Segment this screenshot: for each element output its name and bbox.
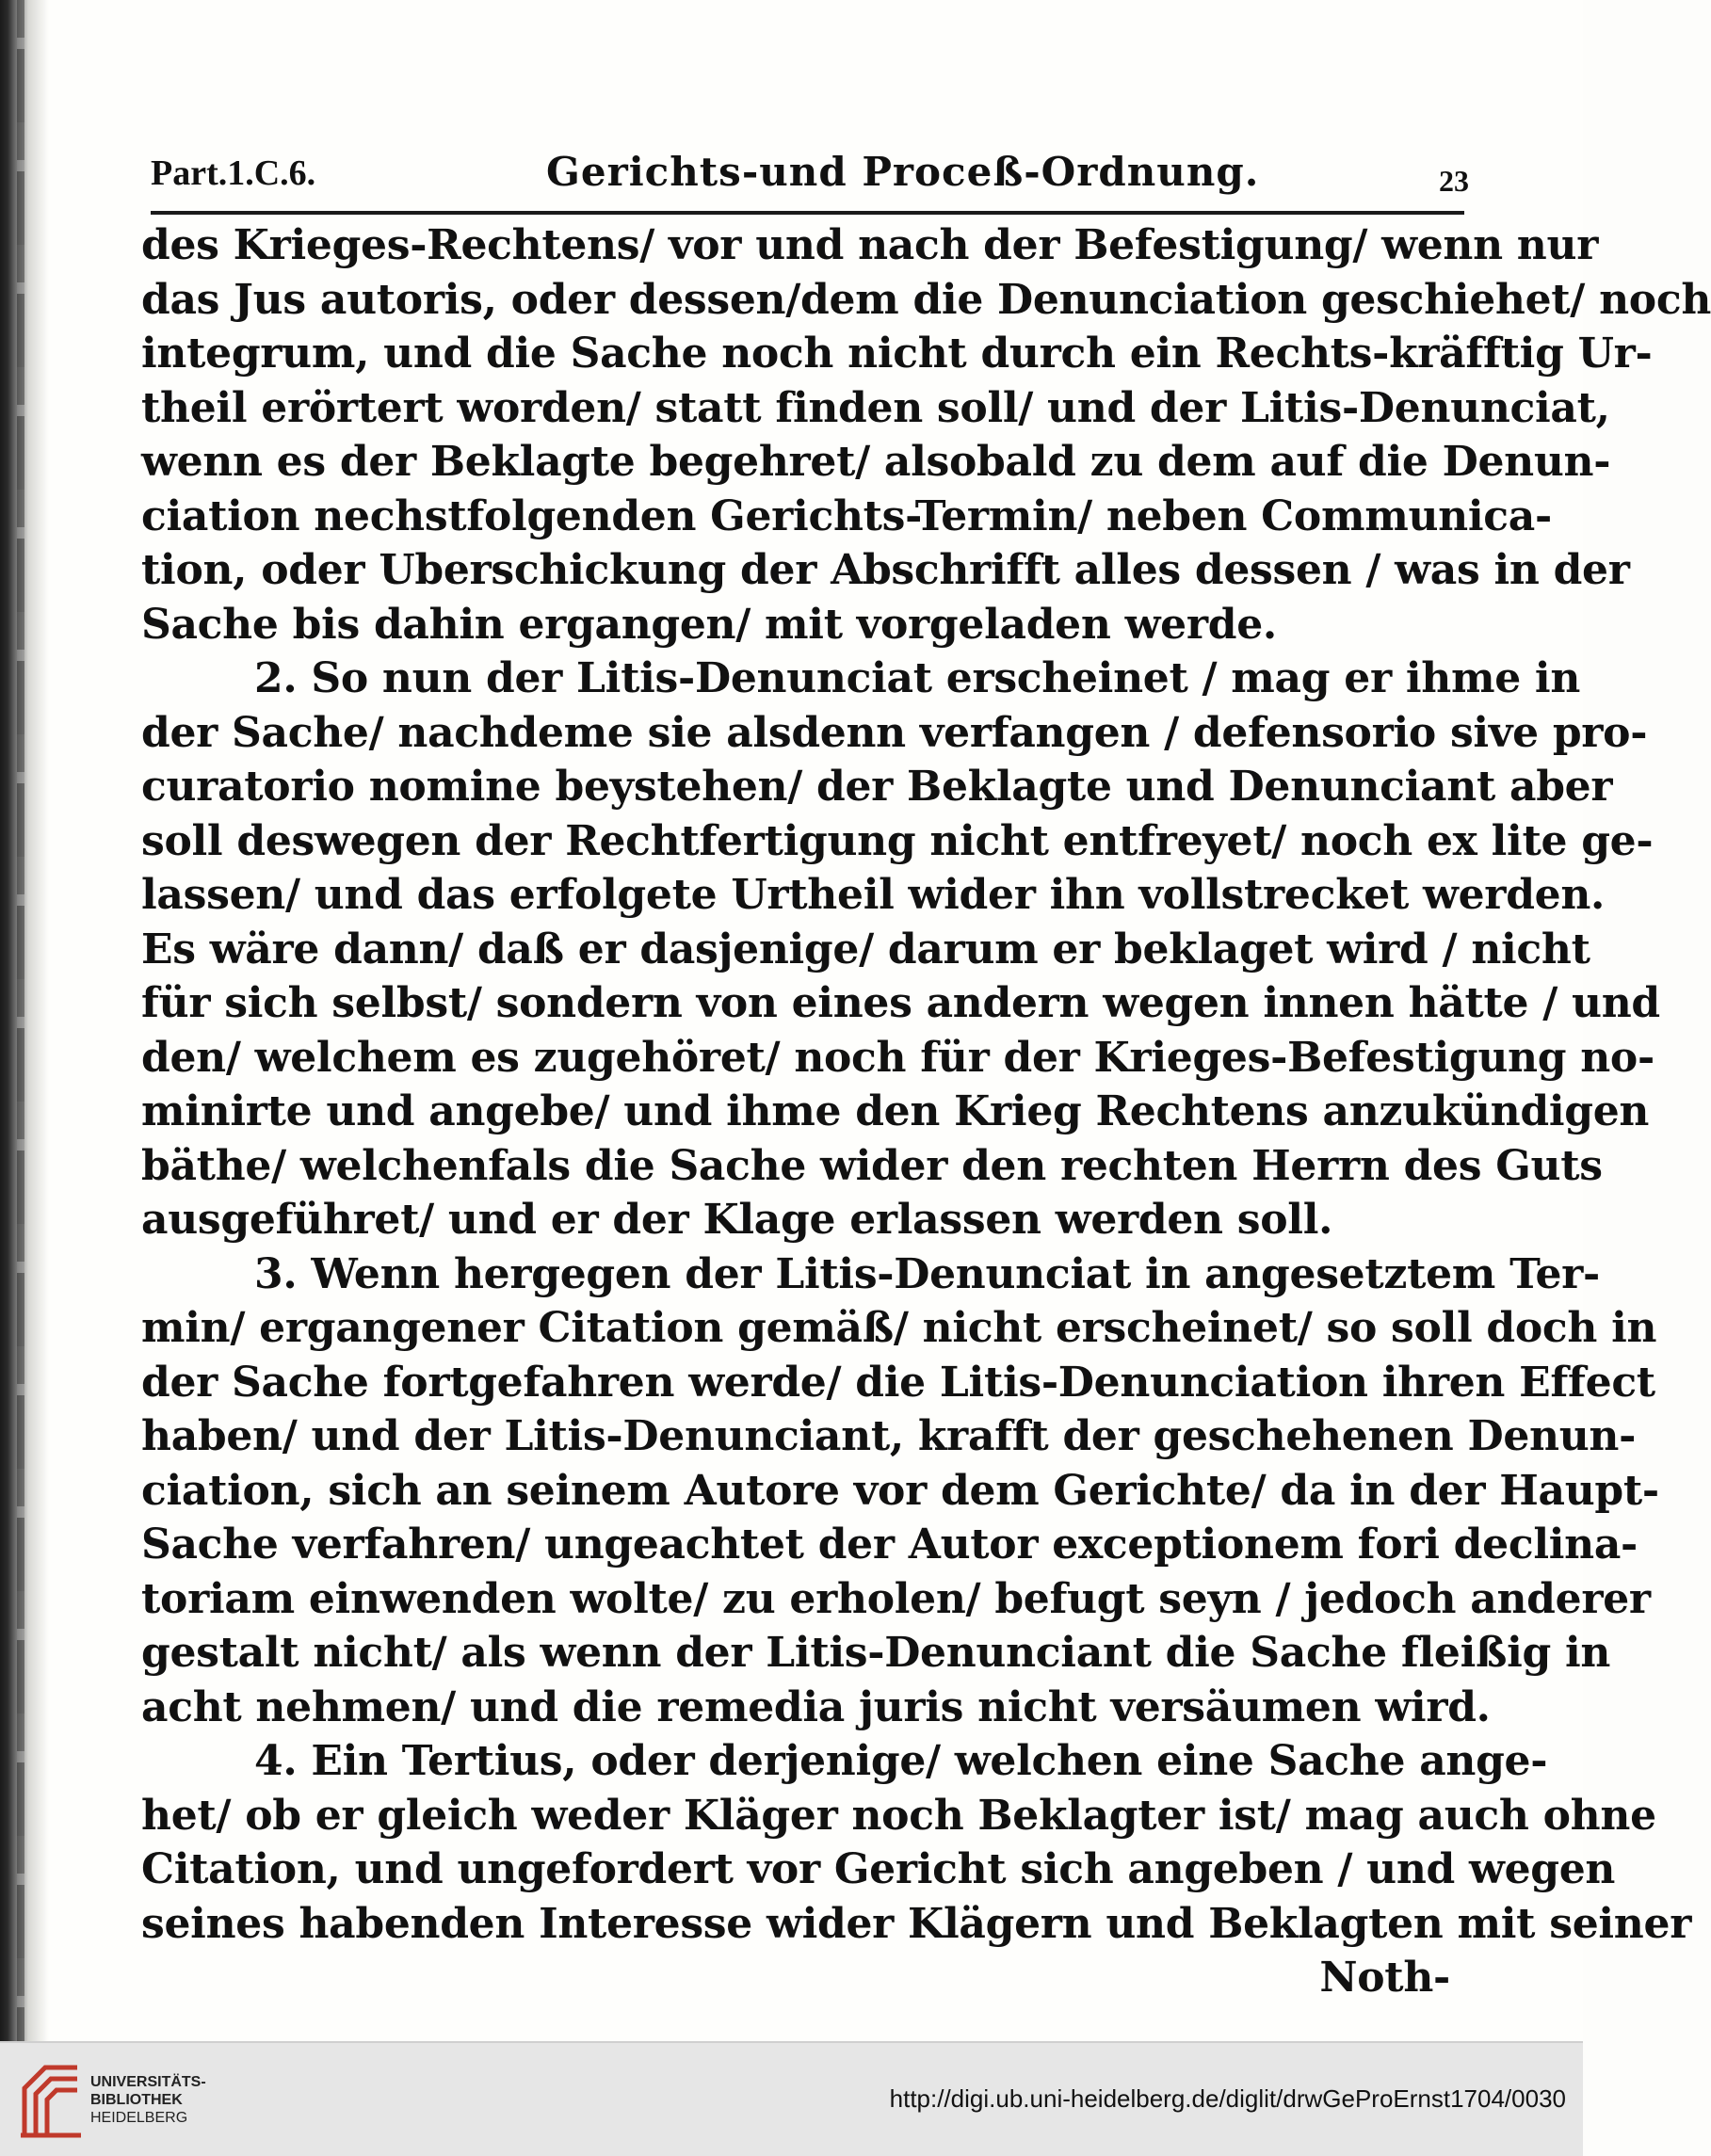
library-name-line2: BIBLIOTHEK [90,2092,183,2108]
book-binding-edge [0,0,49,2041]
permalink-url[interactable]: http://digi.ub.uni-heidelberg.de/diglit/drwGeProErnst1704/0030 [889,2084,1566,2113]
library-logo-icon[interactable] [17,2060,85,2139]
body-text [141,218,1711,2005]
text-line: seines habenden Interesse wider Klägern und Beklagten mit seiner [141,1899,1692,1948]
library-name [90,2073,206,2127]
text-line: für sich selbst/ sondern von eines andern wegen innen hätte / und [141,979,1660,1027]
text-line: Sache verfahren/ ungeachtet der Autor exceptionem fori declina- [141,1520,1638,1569]
text-line: ciation, sich an seinem Autore vor dem Gerichte/ da in der Haupt- [141,1466,1659,1515]
text-line: theil erörtert worden/ statt finden soll/ und der Litis-Denunciat, [141,383,1610,432]
text-line: der Sache fortgefahren werde/ die Litis-Denunciation ihren Effect [141,1358,1655,1407]
text-line: lassen/ und das erfolgete Urtheil wider ihn vollstrecket werden. [141,871,1606,919]
text-line: min/ ergangener Citation gemäß/ nicht erscheinet/ so soll doch in [141,1304,1657,1352]
text-line: gestalt nicht/ als wenn der Litis-Denunciant die Sache fleißig in [141,1629,1611,1677]
text-line: minirte und angebe/ und ihme den Krieg Rechtens anzukündigen [141,1087,1650,1135]
catchword: Noth- [1319,1954,1450,2002]
text-line: toriam einwenden wolte/ zu erholen/ befugt seyn / jedoch anderer [141,1574,1651,1623]
library-name-line1: UNIVERSITÄTS- [90,2074,206,2090]
text-line: integrum, und die Sache noch nicht durch ein Rechts-kräfftig Ur- [141,330,1653,378]
text-line: das Jus autoris, oder dessen/dem die Denunciation geschiehet/ noch [141,275,1711,324]
text-line: der Sache/ nachdeme sie alsdenn verfangen / defensorio sive pro- [141,708,1648,757]
header-section-ref: Part.1.C.6. [151,153,316,193]
text-line: 4. Ein Tertius, oder derjenige/ welchen eine Sache ange- [254,1737,1548,1785]
text-line: bäthe/ welchenfals die Sache wider den rechten Herrn des Guts [141,1141,1603,1190]
text-line: Sache bis dahin ergangen/ mit vorgeladen werde. [141,600,1277,649]
header-title: Gerichts-und Proceß-Ordnung. [546,149,1260,195]
viewer-footer [0,2041,1583,2156]
text-line: ciation nechstfolgenden Gerichts-Termin/ neben Communica- [141,491,1552,540]
text-line: acht nehmen/ und die remedia juris nicht versäumen wird. [141,1682,1491,1731]
text-line: curatorio nomine beystehen/ der Beklagte und Denunciant aber [141,763,1613,811]
text-line: soll deswegen der Rechtfertigung nicht entfreyet/ noch ex lite ge- [141,816,1654,865]
text-line: den/ welchem es zugehöret/ noch für der Krieges-Befestigung no- [141,1033,1655,1082]
running-header [151,143,1469,200]
text-line: Es wäre dann/ daß er dasjenige/ darum er beklaget wird / nicht [141,925,1590,973]
text-line: wenn es der Beklagte begehret/ alsobald zu dem auf die Denun- [141,438,1611,486]
text-line: Citation, und ungefordert vor Gericht sich angeben / und wegen [141,1845,1616,1893]
text-line: 2. So nun der Litis-Denunciat erscheinet / mag er ihme in [254,654,1581,702]
header-rule [151,211,1464,215]
text-line: het/ ob er gleich weder Kläger noch Beklagter ist/ mag auch ohne [141,1791,1656,1840]
text-line: 3. Wenn hergegen der Litis-Denunciat in angesetztem Ter- [254,1249,1601,1298]
library-name-line3: HEIDELBERG [90,2110,188,2126]
page-number: 23 [1439,164,1469,198]
text-line: ausgeführet/ und er der Klage erlassen werden soll. [141,1196,1333,1244]
text-line: des Krieges-Rechtens/ vor und nach der Befestigung/ wenn nur [141,221,1599,269]
text-line: haben/ und der Litis-Denunciant, krafft der geschehenen Denun- [141,1412,1637,1460]
text-line: tion, oder Uberschickung der Abschrifft alles dessen / was in der [141,546,1630,594]
